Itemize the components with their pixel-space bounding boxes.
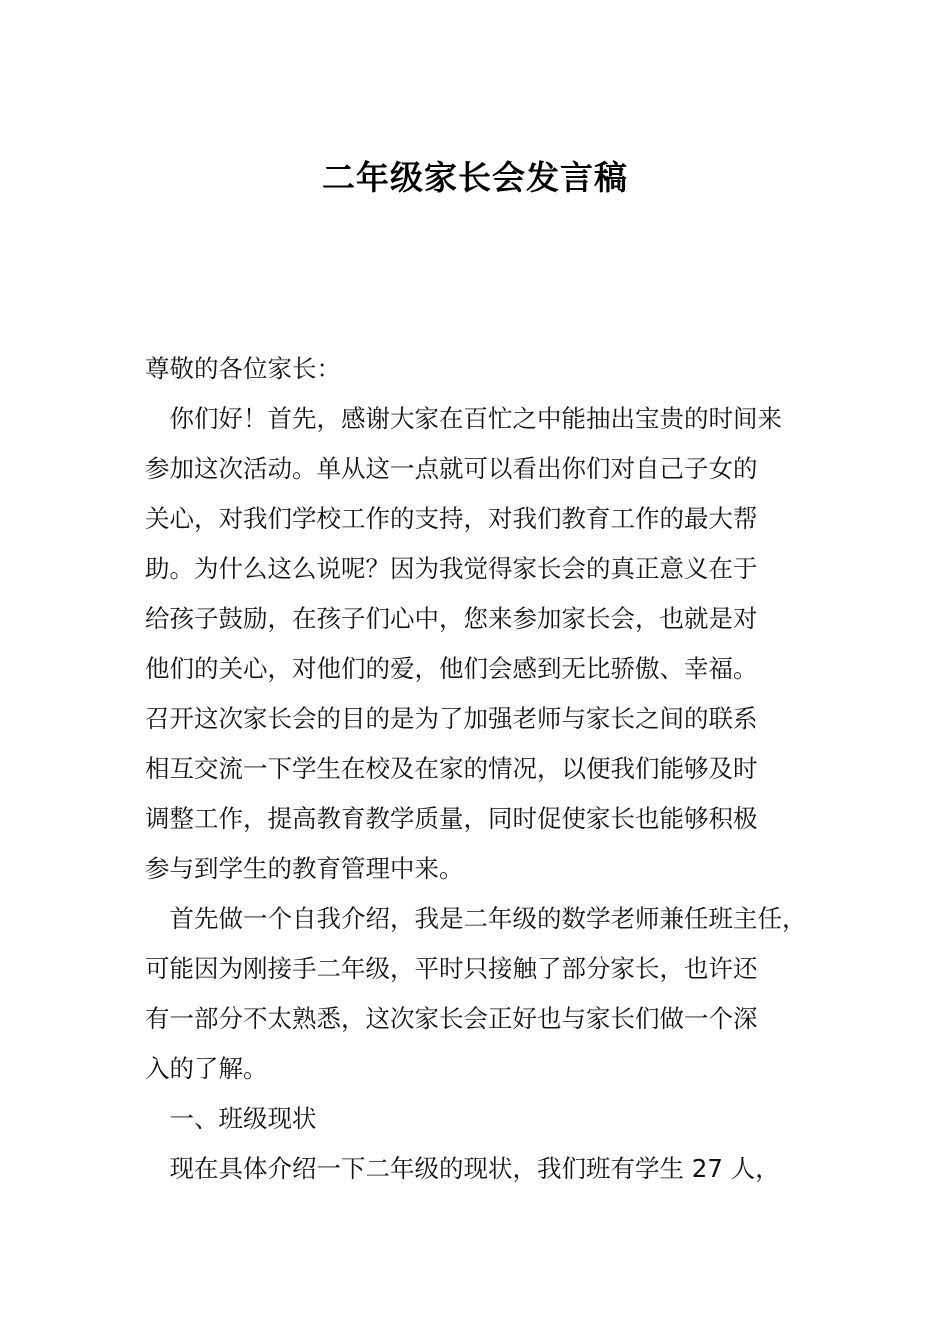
salutation: 尊敬的各位家长： bbox=[145, 354, 341, 383]
paragraph-line: 可能因为刚接手二年级，平时只接触了部分家长，也许还 bbox=[145, 954, 758, 983]
paragraph-line: 参加这次活动。单从这一点就可以看出你们对自己子女的 bbox=[145, 454, 758, 483]
paragraph-line: 召开这次家长会的目的是为了加强老师与家长之间的联系 bbox=[145, 704, 758, 733]
paragraph-line: 现在具体介绍一下二年级的现状，我们班有学生 27 人， bbox=[145, 1154, 780, 1183]
paragraph-line: 调整工作，提高教育教学质量，同时促使家长也能够积极 bbox=[145, 804, 758, 833]
paragraph-line: 助。为什么这么说呢？因为我觉得家长会的真正意义在于 bbox=[145, 554, 758, 583]
paragraph-line: 你们好！首先，感谢大家在百忙之中能抽出宝贵的时间来 bbox=[145, 404, 782, 433]
paragraph-line: 入的了解。 bbox=[145, 1054, 268, 1083]
paragraph-line: 关心，对我们学校工作的支持，对我们教育工作的最大帮 bbox=[145, 504, 758, 533]
paragraph-line: 有一部分不太熟悉，这次家长会正好也与家长们做一个深 bbox=[145, 1004, 758, 1033]
paragraph-line: 首先做一个自我介绍，我是二年级的数学老师兼任班主任， bbox=[145, 904, 807, 933]
paragraph-line: 参与到学生的教育管理中来。 bbox=[145, 854, 464, 883]
paragraph-line: 他们的关心，对他们的爱，他们会感到无比骄傲、幸福。 bbox=[145, 654, 758, 683]
document-title: 二年级家长会发言稿 bbox=[322, 158, 628, 197]
paragraph-line: 给孩子鼓励，在孩子们心中，您来参加家长会，也就是对 bbox=[145, 604, 758, 633]
section-heading: 一、班级现状 bbox=[145, 1104, 317, 1133]
paragraph-line: 相互交流一下学生在校及在家的情况，以便我们能够及时 bbox=[145, 754, 758, 783]
